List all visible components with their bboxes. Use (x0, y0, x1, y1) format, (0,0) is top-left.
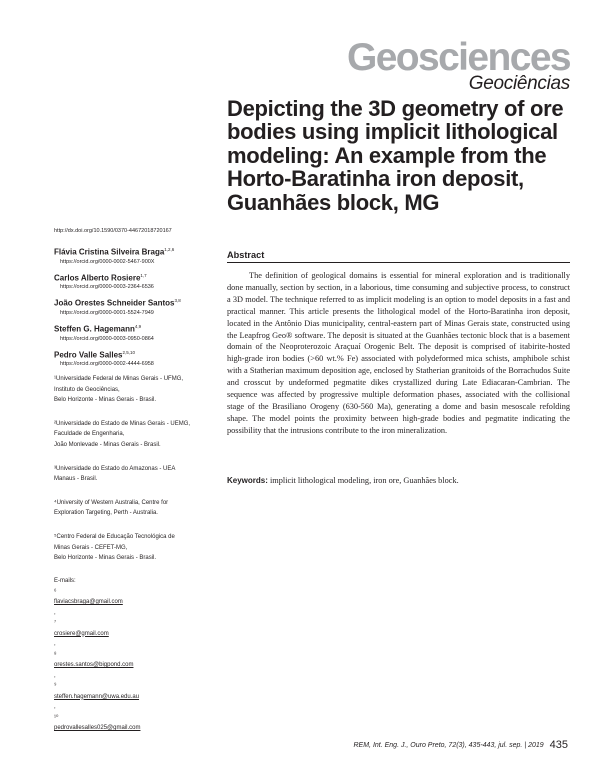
abstract-divider (227, 262, 570, 263)
affiliation: ²Universidade do Estado de Minas Gerais - UEMG, Faculdade de Engenharia, João Monlevade - Minas Gerais - Brasil. (54, 420, 191, 448)
author-list (54, 244, 219, 372)
email-line: E-mails: ⁶ flaviacsbraga@gmail.com , (54, 576, 224, 618)
journal-title: Geosciences (346, 36, 570, 79)
doi-link[interactable]: http://dx.doi.org/10.1590/0370-44672018720167 (54, 228, 172, 234)
page-number: 435 (549, 739, 568, 751)
email-link[interactable]: steffen.hagemann@uwa.edu.au (54, 693, 140, 700)
author-affiliation-marks: 2,5,10 (122, 349, 135, 355)
orcid-link[interactable]: https://orcid.org/0000-0003-2364-6536 (60, 284, 154, 291)
orcid-link[interactable]: https://orcid.org/0000-0002-4444-6958 (60, 361, 154, 368)
author-affiliation-marks: 3,8 (174, 298, 181, 304)
orcid-link[interactable]: https://orcid.org/0000-0003-0950-0864 (60, 335, 154, 342)
author-name: Flávia Cristina Silveira Braga$^{1,2,6}$ (54, 247, 175, 257)
orcid-link[interactable]: https://orcid.org/0000-0001-5524-7949 (60, 309, 154, 316)
email-line: ⁷ crosiere@gmail.com , ⁸ orestes.santos@bigpond.com , (54, 618, 224, 681)
email-link[interactable]: crosiere@gmail.com (54, 630, 109, 637)
email-line: ⁹ steffen.hagemann@uwa.edu.au , (54, 681, 224, 713)
email-line: ¹⁰ pedrovallesalles025@gmail.com (54, 713, 224, 734)
author-entry (54, 244, 219, 267)
article-title: Depicting the 3D geometry of ore bodies using implicit lithological modeling: An example from the Horto-Baratinha iron deposit, Guanhães block, MG (227, 96, 564, 215)
affiliation: ¹Universidade Federal de Minas Gerais - UFMG, Instituto de Geociências, Belo Horizonte - Minas Gerais - Brasil. (54, 376, 184, 404)
journal-subtitle: Geociências (468, 73, 570, 94)
abstract-body: The definition of geological domains is essential for mineral exploration and is traditionally done manually, section by section, in a laborious, time consuming and subjective process, to construct a 3D model. The technique referred to as implicit modeling is an option to model deposits in a fast and practical manner. This article presents the lithological model of the Horto-Baratinha iron deposit, located in the Antônio Dias municipality, central-eastern part of Minas Gerais state, constructed using the Leapfrog Geo® software. The deposit is situated at the Guanhães tectonic block that is a basement domain of the Neoproterozoic Araçuaí Orogenic Belt. The deposit is comprised of itabirite-hosted high-grade iron bodies (>60 wt.% Fe) associated with polydeformed mica schists, amphibole schist with a Statherian maximum deposition age, enclosed by Statherian granitoids of the Borrachudos Suite and crosscut by undeformed pegmatite dikes crystallized during Late Ediacaran-Cambrian. The sequence was affected by progressive multiple deformation phases, associated with the collisional stage of the Brasiliano Orogeny (630-560 Ma), generating a dome and basin mesoscale refolding shape. The model points the proximity between high-grade bodies and pegmatite indicating the possibility that the intrusions contribute to the iron mineralization. (227, 271, 570, 435)
page-footer (354, 739, 569, 751)
email-link[interactable]: pedrovallesalles025@gmail.com (54, 725, 141, 731)
author-entry (54, 321, 219, 344)
affiliation: ³Universidade do Estado do Amazonas - UEA Manaus - Brasil. (54, 465, 176, 483)
keywords (227, 475, 570, 487)
keywords-label: Keywords: (227, 476, 268, 485)
affiliation-list (54, 374, 224, 577)
author-affiliation-marks: 1,2,6 (164, 247, 175, 252)
email-list (54, 576, 224, 734)
keywords-text: implicit lithological modeling, iron ore, Guanhães block. (267, 476, 459, 485)
email-link[interactable]: orestes.santos@bigpond.com (54, 662, 134, 668)
author-name: Steffen G. Hagemann$^{4,9}$ (54, 323, 142, 334)
author-entry (54, 347, 219, 370)
author-entry (54, 295, 219, 318)
author-affiliation-marks: 4,9 (134, 323, 142, 329)
affiliation: ⁴University of Western Australia, Centre for Exploration Targeting, Perth - Australia. (54, 499, 169, 517)
orcid-link[interactable]: https://orcid.org/0000-0002-5467-900X (60, 258, 155, 265)
abstract-heading: Abstract (227, 250, 265, 260)
author-entry (54, 270, 219, 293)
footer-citation: REM, Int. Eng. J., Ouro Preto, 72(3), 435-443, jul. sep. | 2019 (353, 742, 544, 749)
author-name: Pedro Valle Salles$^{2,5,10}$ (54, 349, 135, 360)
author-affiliation-marks: 1,7 (140, 272, 147, 278)
author-name: João Orestes Schneider Santos$^{3,8}$ (54, 298, 181, 308)
email-link[interactable]: flaviacsbraga@gmail.com (54, 599, 123, 605)
author-name: Carlos Alberto Rosiere$^{1,7}$ (54, 272, 147, 283)
affiliation: ⁵Centro Federal de Educação Tecnológica de Minas Gerais - CEFET-MG, Belo Horizonte - Minas Gerais - Brasil. (54, 533, 175, 562)
